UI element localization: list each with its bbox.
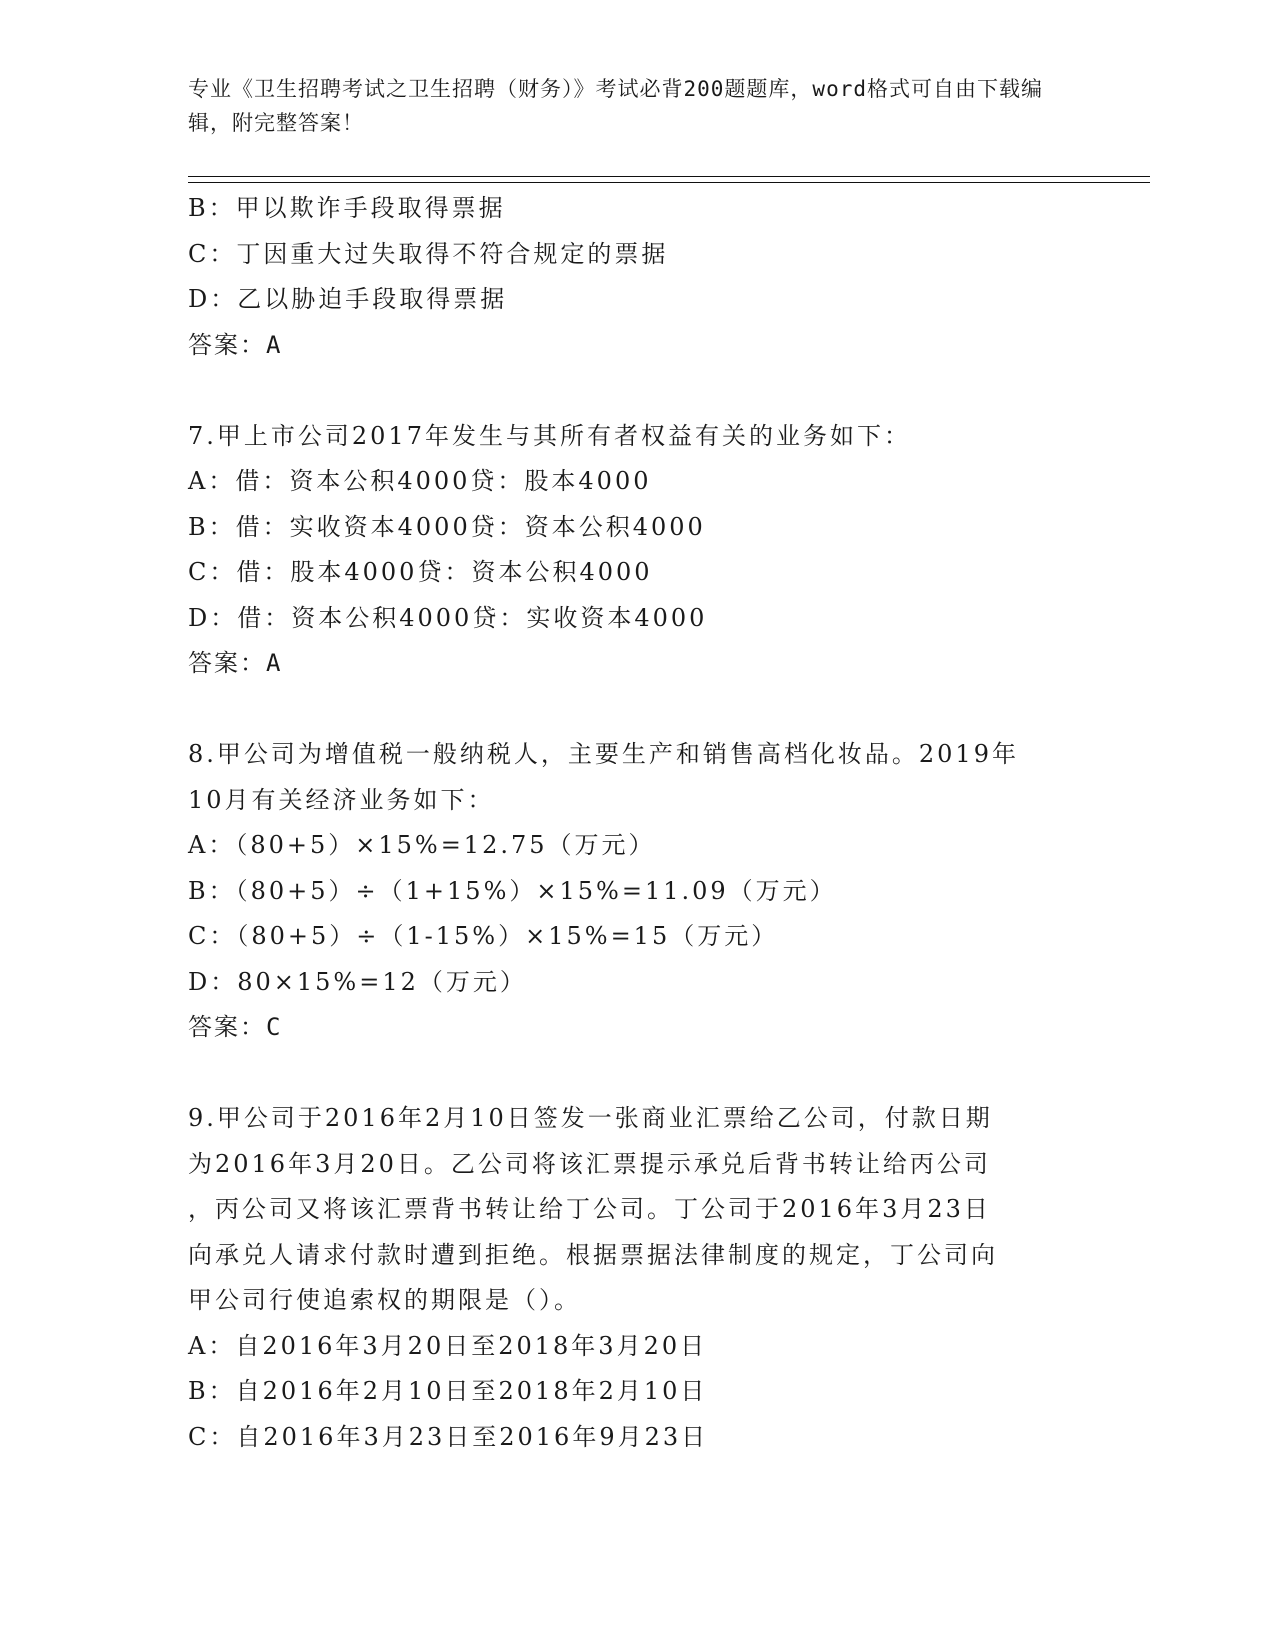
answer: 答案：A — [188, 649, 283, 677]
question-7 — [188, 414, 1068, 687]
option-a: A：自2016年3月20日至2018年3月20日 — [188, 1331, 708, 1360]
question-8 — [188, 732, 1068, 1051]
header-divider-top — [188, 176, 1150, 177]
option-c: C：丁因重大过失取得不符合规定的票据 — [188, 239, 669, 268]
option-c: C：自2016年3月23日至2016年9月23日 — [188, 1422, 709, 1451]
option-a: A：（80+5）×15%=12.75（万元） — [188, 831, 656, 859]
question-stem-line-2: 为2016年3月20日。乙公司将该汇票提示承兑后背书转让给丙公司 — [188, 1149, 991, 1178]
option-a: A：借：资本公积4000贷：股本4000 — [188, 467, 652, 495]
question-6-continued — [188, 186, 1068, 368]
option-c: C：借：股本4000贷：资本公积4000 — [188, 558, 653, 586]
option-d: D：乙以胁迫手段取得票据 — [188, 285, 508, 313]
answer: 答案：A — [188, 330, 283, 359]
document-header: 专业《卫生招聘考试之卫生招聘（财务）》考试必背200题题库，word格式可自由下载编辑，附完整答案！ — [188, 77, 1043, 135]
question-stem-line-5: 甲公司行使追索权的期限是（）。 — [188, 1286, 581, 1314]
option-b: B：（80+5）÷（1+15%）×15%=11.09（万元） — [188, 876, 837, 905]
question-stem-line-2: 10月有关经济业务如下： — [188, 785, 495, 814]
option-d: D：借：资本公积4000贷：实收资本4000 — [188, 603, 708, 632]
question-stem-line-4: 向承兑人请求付款时遭到拒绝。根据票据法律制度的规定，丁公司向 — [188, 1240, 998, 1269]
option-d: D：80×15%=12（万元） — [188, 967, 527, 996]
document-body — [188, 186, 1068, 1460]
question-stem-line-1: 8.甲公司为增值税一般纳税人，主要生产和销售高档化妆品。2019年 — [188, 740, 1019, 768]
question-stem-line-1: 9.甲公司于2016年2月10日签发一张商业汇票给乙公司，付款日期 — [188, 1104, 993, 1132]
option-b: B：自2016年2月10日至2018年2月10日 — [188, 1377, 708, 1405]
question-stem: 7.甲上市公司2017年发生与其所有者权益有关的业务如下： — [188, 421, 911, 450]
question-stem-line-3: ，丙公司又将该汇票背书转让给丁公司。丁公司于2016年3月23日 — [188, 1195, 991, 1223]
option-b: B：借：实收资本4000贷：资本公积4000 — [188, 512, 706, 541]
option-b: B：甲以欺诈手段取得票据 — [188, 194, 506, 222]
option-c: C：（80+5）÷（1-15%）×15%=15（万元） — [188, 922, 779, 950]
answer: 答案：C — [188, 1013, 283, 1041]
question-9 — [188, 1096, 1068, 1460]
header-divider-bottom — [188, 182, 1150, 183]
